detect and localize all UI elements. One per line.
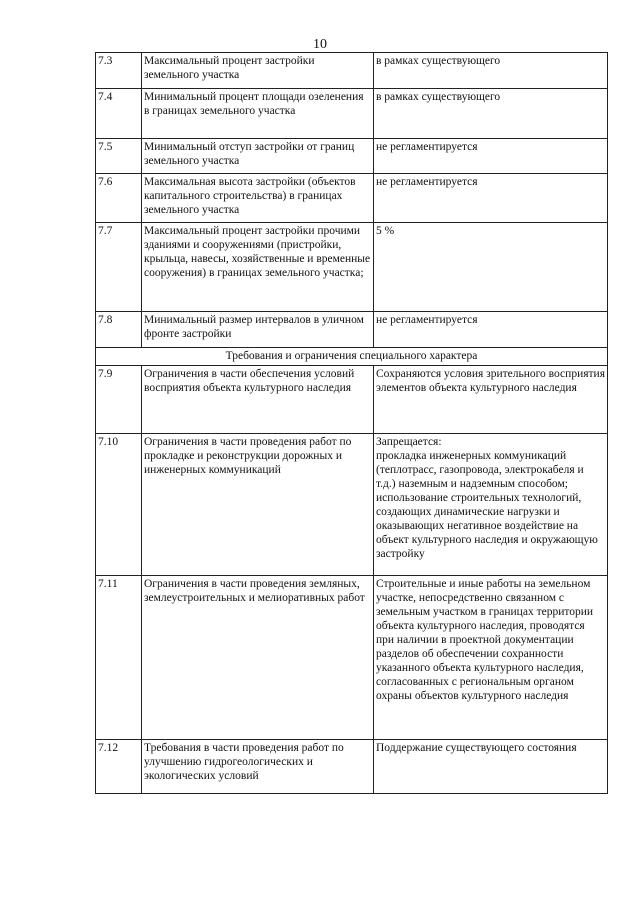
row-value: Запрещается: прокладка инженерных коммуникаций (теплотрасс, газопровода, электрокабеля и т.д.) наземным и надземным способом; использование строительных технологий, создающих динамические нагрузки и оказывающих негативное воздействие на объект культурного наследия и окружающую застройку — [374, 434, 608, 576]
row-parameter: Минимальный отступ застройки от границ земельного участка — [142, 139, 374, 174]
row-parameter: Максимальный процент застройки земельного участка — [142, 53, 374, 89]
table-row — [96, 366, 608, 434]
row-value: Поддержание существующего состояния — [374, 740, 608, 794]
row-number: 7.10 — [96, 434, 142, 576]
page-number: 10 — [313, 37, 327, 52]
row-number: 7.12 — [96, 740, 142, 794]
row-number: 7.9 — [96, 366, 142, 434]
row-parameter: Максимальная высота застройки (объектов капитального строительства) в границах земельного участка — [142, 174, 374, 223]
row-parameter: Требования в части проведения работ по улучшению гидрогеологических и экологических условий — [142, 740, 374, 794]
row-value: Сохраняются условия зрительного восприятия элементов объекта культурного наследия — [374, 366, 608, 434]
table-row — [96, 434, 608, 576]
row-number: 7.8 — [96, 312, 142, 348]
table-row — [96, 174, 608, 223]
table-row — [96, 576, 608, 740]
row-number: 7.7 — [96, 223, 142, 312]
row-value: 5 % — [374, 223, 608, 312]
row-value: Строительные и иные работы на земельном участке, непосредственно связанном с земельным участком в границах территории объекта культурного наследия, проводятся при наличии в проектной документации разделов об обеспечении сохранности указанного объекта культурного наследия, согласованных с региональным органом охраны объектов культурного наследия — [374, 576, 608, 740]
row-parameter: Максимальный процент застройки прочими зданиями и сооружениями (пристройки, крыльца, навесы, хозяйственные и временные сооружения) в границах земельного участка; — [142, 223, 374, 312]
row-value: не регламентируется — [374, 174, 608, 223]
table-body-special — [96, 366, 608, 794]
row-parameter: Минимальный процент площади озеленения в границах земельного участка — [142, 89, 374, 139]
row-number: 7.6 — [96, 174, 142, 223]
row-number: 7.4 — [96, 89, 142, 139]
table-row — [96, 312, 608, 348]
table-row — [96, 139, 608, 174]
row-parameter: Минимальный размер интервалов в уличном фронте застройки — [142, 312, 374, 348]
row-value: не регламентируется — [374, 139, 608, 174]
section-heading: Требования и ограничения специального характера — [96, 348, 608, 366]
table-row — [96, 89, 608, 139]
table-row — [96, 223, 608, 312]
table-body-general — [96, 53, 608, 366]
row-value: в рамках существующего — [374, 89, 608, 139]
row-value: не регламентируется — [374, 312, 608, 348]
row-parameter: Ограничения в части обеспечения условий восприятия объекта культурного наследия — [142, 366, 374, 434]
row-parameter: Ограничения в части проведения земляных, землеустроительных и мелиоративных работ — [142, 576, 374, 740]
row-value: в рамках существующего — [374, 53, 608, 89]
row-number: 7.3 — [96, 53, 142, 89]
row-parameter: Ограничения в части проведения работ по прокладке и реконструкции дорожных и инженерных коммуникаций — [142, 434, 374, 576]
table-row — [96, 53, 608, 89]
row-number: 7.11 — [96, 576, 142, 740]
regulations-table — [95, 52, 608, 794]
row-number: 7.5 — [96, 139, 142, 174]
section-heading-row — [96, 348, 608, 366]
table-row — [96, 740, 608, 794]
